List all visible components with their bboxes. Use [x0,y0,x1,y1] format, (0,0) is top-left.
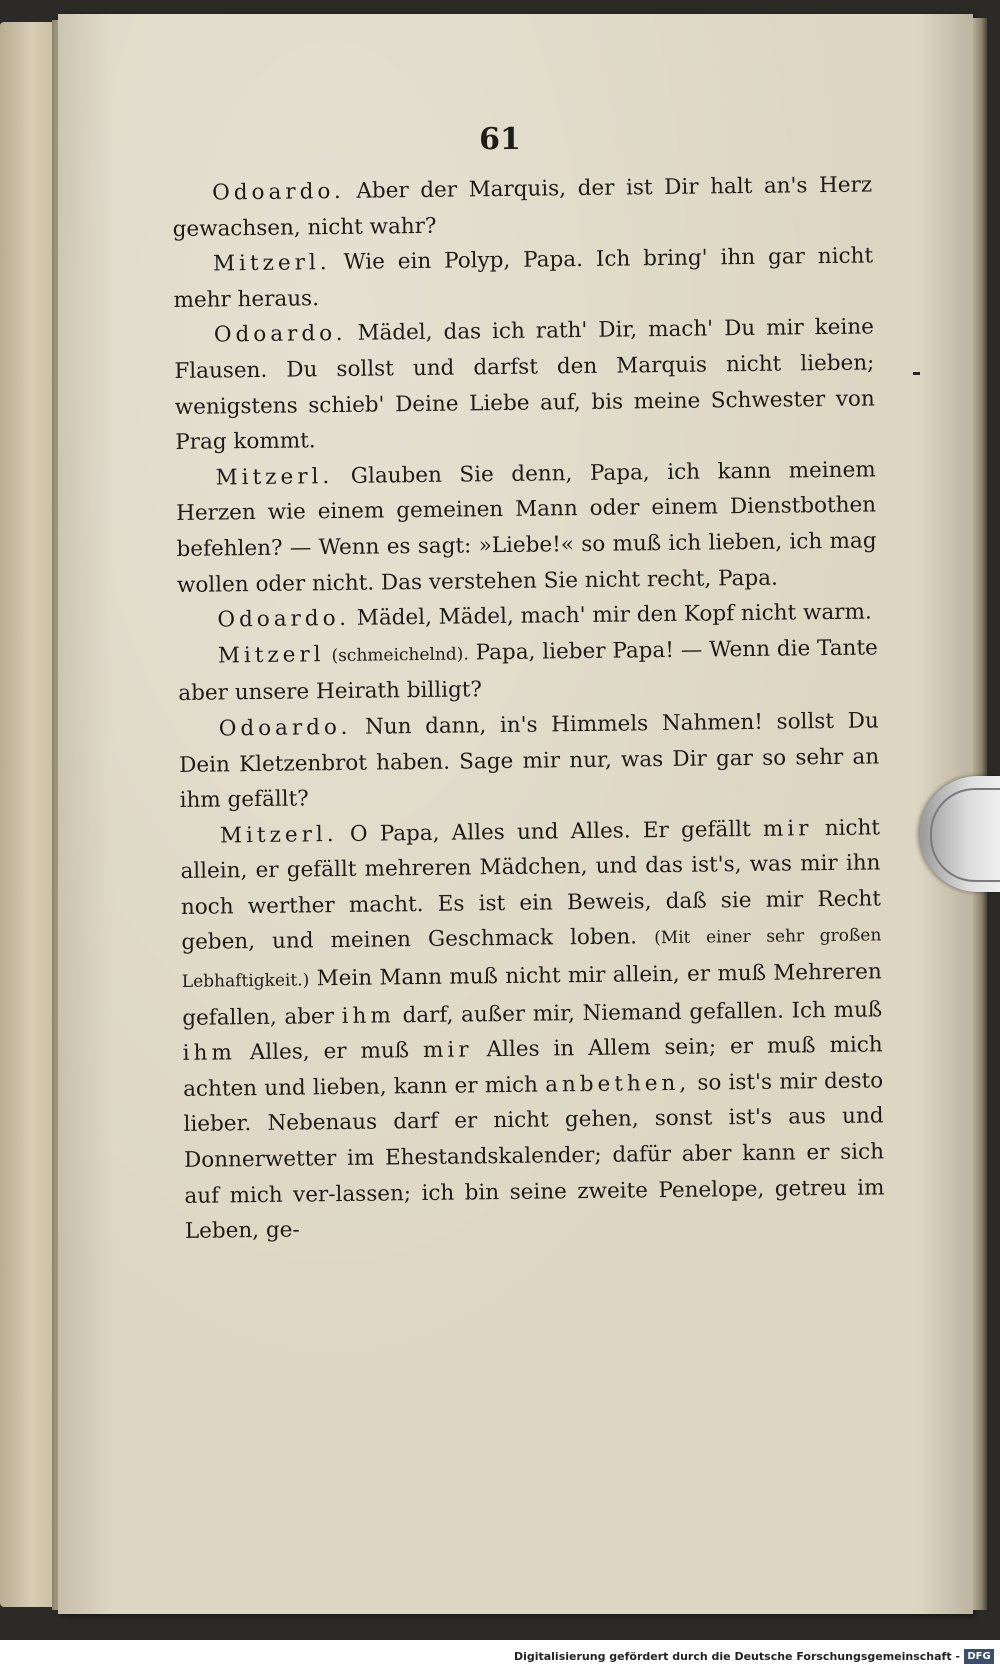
footer-bar [0,1640,1000,1670]
paragraph [173,239,874,319]
paragraph [178,630,879,712]
dialogue-line: Glauben Sie denn, Papa, ich kann meinem Herzen wie einem gemeinen Mann oder einem Dienstbothen befehlen? — Wenn es sagt: »Liebe!« so muß ich lieben, ich mag wollen oder nicht. Das verstehen Sie nicht recht, Papa. [175,457,877,598]
spaced-emphasis: mir [762,815,813,842]
dialogue-line: nicht allein, er gefällt mehreren Mädchen, und das ist's, was mir ihn noch werther macht. Es ist ein Beweis, daß sie mir Recht geben, und meinen Geschmack loben. [180,815,882,956]
dialogue-line: Alles in Allem sein; er muß mich achten und lieben, kann er mich [183,1032,883,1102]
paragraph [174,310,876,461]
paragraph [172,167,873,247]
stage-direction: (Mit einer sehr großen Lebhaftigkeit.) [181,925,882,993]
spaced-emphasis: anbethen, [544,1070,691,1098]
dialogue-line: Mädel, das ich rath' Dir, mach' Du mir keine Flausen. Du sollst und darfst den Marquis nicht lieben; wenigstens schieb' Deine Liebe auf, bis meine Schwester von Prag kommt. [174,314,875,456]
dialogue-line: O Papa, Alles und Alles. Er gefällt [349,816,751,847]
dialogue-line: Mein Mann muß nicht mir allein, er muß Mehreren gefallen, aber [182,959,882,1031]
speaker-name: Odoardo. [212,178,345,206]
speaker-name: Odoardo. [218,714,352,742]
margin-mark [913,372,920,375]
funding-credit: Digitalisierung gefördert durch die Deutsche Forschungsgemeinschaft - [513,1650,960,1663]
spaced-emphasis: ihm [182,1040,236,1067]
spaced-emphasis: mir [422,1037,473,1064]
dialogue-line: Papa, lieber Papa! — Wenn die Tante aber unsere Heirath billigt? [178,635,878,707]
paragraph [179,703,880,818]
dfg-logo: DFG [964,1649,994,1664]
speaker-name: Odoardo. [213,321,347,348]
dialogue-line: Alles, er muß [249,1038,410,1066]
stage-direction: (schmeichelnd). [331,644,469,666]
page-number: 61 [479,122,521,157]
speaker-name: Mitzerl. [215,463,334,491]
left-page-edge [0,22,58,1607]
spaced-emphasis: ihm [341,1002,395,1029]
dialogue-line: Aber der Marquis, der ist Dir halt an's Herz gewachsen, nicht wahr? [172,172,873,242]
speaker-name: Odoardo. [217,605,351,633]
dialogue-line: Nun dann, in's Himmels Nahmen! sollst Du Dein Kletzenbrot haben. Sage mir nur, was Dir gar so sehr an ihm gefällt? [179,708,880,814]
paragraph [175,452,877,603]
dialogue-line: Wie ein Polyp, Papa. Ich bring' ihn gar nicht mehr heraus. [173,243,874,313]
dialogue-line: Mädel, Mädel, mach' mir den Kopf nicht warm. [356,599,872,631]
speaker-name: Mitzerl. [212,250,331,277]
dialogue-line: so ist's mir desto lieber. Nebenaus darf er nicht gehen, sonst ist's aus und Donnerwetter im Ehestandskalender; dafür aber kann er sich auf mich ver-lassen; ich bin seine zweite Penelope, getreu im Leben, ge- [183,1068,885,1245]
speaker-name: Mitzerl. [219,821,338,849]
speaker-name: Mitzerl [217,641,325,669]
dialogue-line: darf, außer mir, Niemand gefallen. Ich muß [402,997,883,1028]
page-text [172,167,885,1249]
paragraph [180,810,885,1250]
